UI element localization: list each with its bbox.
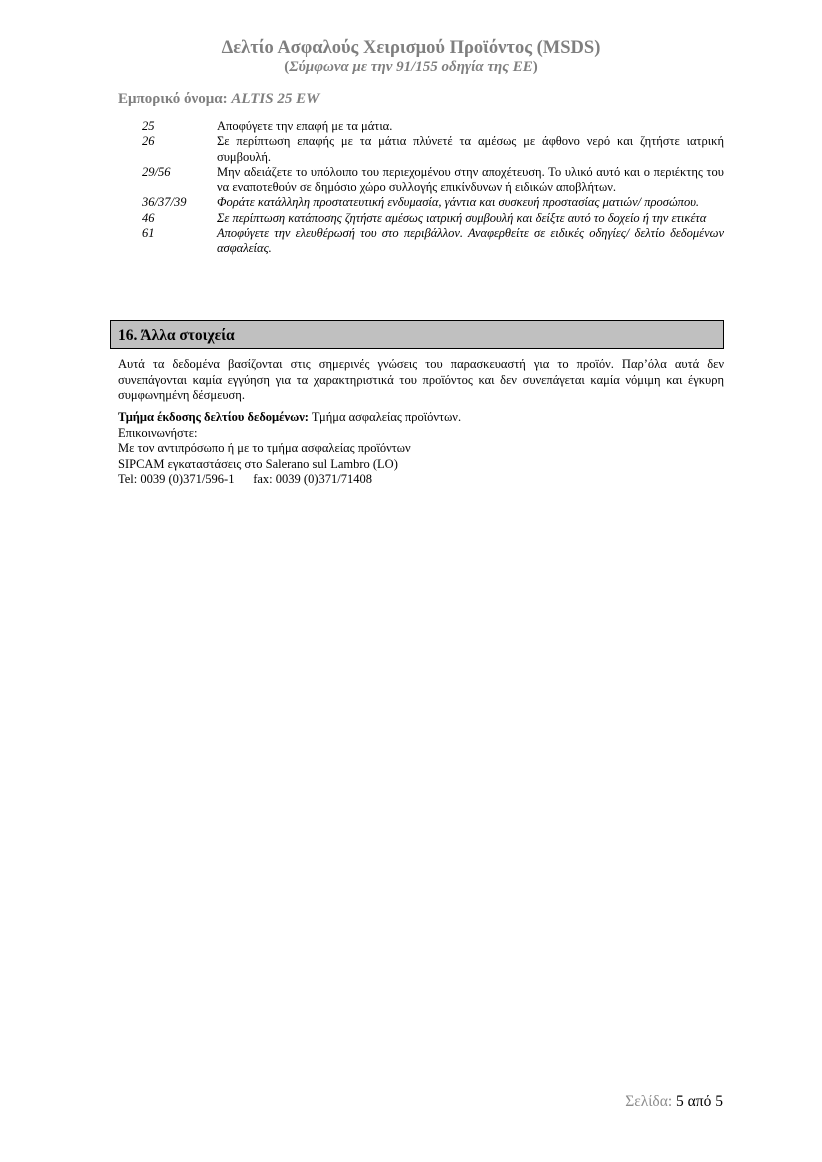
phrase-text: Σε περίπτωση επαφής με τα μάτια πλύνετέ τα αμέσως με άφθονο νερό και ζητήστε ιατρική συμβουλή. bbox=[217, 134, 724, 164]
product-name-line bbox=[118, 91, 319, 108]
phrase-code: 61 bbox=[142, 226, 155, 241]
section-16-heading: 16. Άλλα στοιχεία bbox=[110, 320, 724, 349]
issuer-value: Τμήμα ασφαλείας προϊόντων. bbox=[308, 410, 462, 424]
safety-phrases-list bbox=[142, 119, 724, 257]
safety-phrase bbox=[142, 211, 724, 226]
phrase-text: Μην αδειάζετε το υπόλοιπο του περιεχομένου στην αποχέτευση. Το υλικό αυτό και ο περιέκτης του να εναποτεθούν σε δημόσιο χώρο συλλογής επικίνδυνων ή ειδικών αποβλήτων. bbox=[217, 164, 724, 195]
contact-line: Με τον αντιπρόσωπο ή με το τμήμα ασφαλείας προϊόντων bbox=[118, 441, 411, 455]
contact-phone-fax: Tel: 0039 (0)371/596-1 fax: 0039 (0)371/71408 bbox=[118, 472, 372, 486]
contact-line: SIPCAM εγκαταστάσεις στο Salerano sul Lambro (LO) bbox=[118, 456, 398, 471]
phrase-code: 46 bbox=[142, 210, 155, 225]
contact-block bbox=[118, 410, 724, 488]
page-number: 5 από 5 bbox=[672, 1093, 723, 1110]
product-label: Εμπορικό όνομα: bbox=[118, 91, 228, 107]
subtitle-open: ( bbox=[284, 59, 290, 75]
product-name: ALTIS 25 EW bbox=[231, 91, 320, 107]
phrase-text: Αποφύγετε την επαφή με τα μάτια. bbox=[217, 119, 393, 133]
safety-phrase bbox=[142, 134, 724, 165]
safety-phrase bbox=[142, 119, 724, 134]
phrase-text: Φοράτε κατάλληλη προστατευτική ενδυμασία, γάντια και συσκευή προστασίας ματιών/ προσώπου. bbox=[217, 195, 700, 210]
phrase-code: 26 bbox=[142, 134, 155, 149]
page-label: Σελίδα: bbox=[625, 1093, 673, 1110]
issuer-line bbox=[118, 410, 724, 426]
disclaimer-paragraph: Αυτά τα δεδομένα βασίζονται στις σημερινές γνώσεις του παρασκευαστή για το προϊόν. Παρ’όλα αυτά δεν συνεπάγονται καμία εγγύηση για τα χαρακτηριστικά του προϊόντος και δεν συνεπάγεται καμία νόμιμη και έγκυρη συμφωνημένη δέσμευση. bbox=[118, 357, 724, 402]
safety-phrase bbox=[142, 195, 724, 210]
contact-label: Επικοινωνήστε: bbox=[118, 425, 198, 440]
phrase-code: 29/56 bbox=[142, 164, 171, 179]
document-subtitle bbox=[0, 59, 822, 76]
phrase-code: 36/37/39 bbox=[142, 195, 187, 210]
safety-phrase bbox=[142, 226, 724, 257]
page-footer bbox=[625, 1093, 723, 1111]
phrase-text: Σε περίπτωση κατάποσης ζητήστε αμέσως ιατρική συμβουλή και δείξτε αυτό το δοχείο ή την ετικέτα bbox=[217, 210, 707, 225]
phrase-text: Αποφύγετε την ελευθέρωσή του στο περιβάλλον. Αναφερθείτε σε ειδικές οδηγίες/ δελτίο δεδομένων ασφαλείας. bbox=[217, 226, 724, 256]
subtitle-directive: Σύμφωνα με την 91/155 οδηγία της ΕΕ bbox=[289, 59, 533, 75]
phrase-code: 25 bbox=[142, 119, 155, 133]
document-title: Δελτίο Ασφαλούς Χειρισμού Προϊόντος (MSDS) bbox=[221, 38, 601, 58]
safety-phrase bbox=[142, 165, 724, 196]
subtitle-close: ) bbox=[532, 59, 538, 75]
issuer-label: Τμήμα έκδοσης δελτίου δεδομένων: bbox=[118, 410, 309, 424]
